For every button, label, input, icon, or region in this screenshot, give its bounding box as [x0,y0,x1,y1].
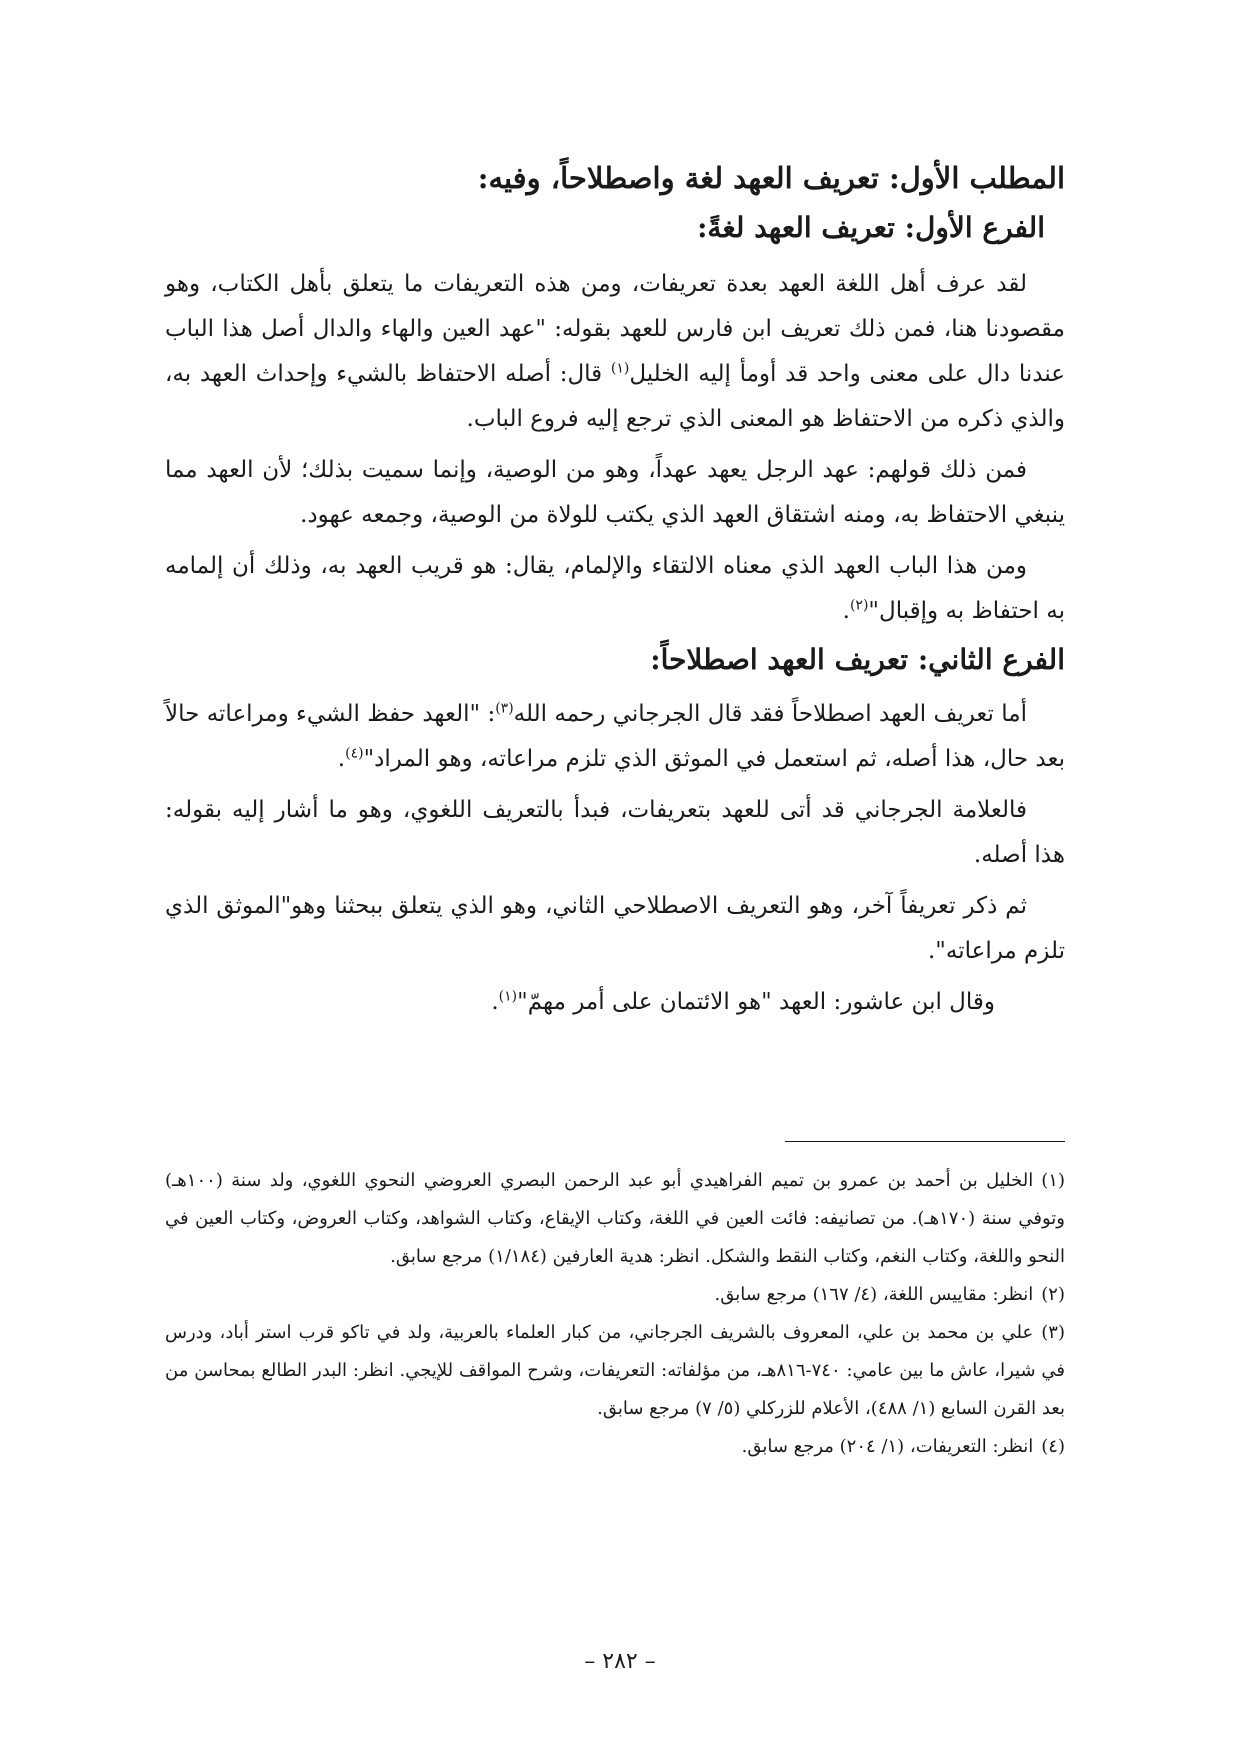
footnote [165,1276,1065,1314]
footnote-ref[interactable]: (٢) [849,597,869,614]
footnote-number: (٣) [1041,1322,1065,1343]
paragraph: فمن ذلك قولهم: عهد الرجل يعهد عهداً، وهو من الوصية، وإنما سميت بذلك؛ لأن العهد مما ينبغي الاحتفاظ به، ومنه اشتقاق العهد الذي يكتب للولاة من الوصية، وجمعه عهود. [165,457,1065,528]
footnote-number: (١) [1041,1170,1065,1191]
paragraph: لقد عرف أهل اللغة العهد بعدة تعريفات، ومن هذه التعريفات ما يتعلق بأهل الكتاب، وهو مقصودنا هنا، فمن ذلك تعريف ابن فارس للعهد بقوله: "عهد العين والهاء والدال أصل هذا الباب عندنا دال على معنى واحد قد أومأ إليه الخليل$^{(١)}$ قال: أصله الاحتفاظ بالشيء وإحداث العهد به، والذي ذكره من الاحتفاظ هو المعنى الذي ترجع إليه فروع الباب. [165,271,1065,432]
main-text [165,120,1065,1031]
paragraph: ثم ذكر تعريفاً آخر، وهو التعريف الاصطلاحي الثاني، وهو الذي يتعلق ببحثنا وهو"الموثق الذي تلزم مراعاته". [165,893,1065,964]
section-heading: المطلب الأول: تعريف العهد لغة واصطلاحاً، وفيه: [477,161,1065,195]
footnote-text: الخليل بن أحمد بن عمرو بن تميم الفراهيدي أبو عبد الرحمن البصري العروضي النحوي اللغوي، ولد سنة (١٠٠هـ) وتوفي سنة (١٧٠هـ). من تصانيفه: فائت العين في اللغة، وكتاب الإيقاع، وكتاب الشواهد، وكتاب العروض، وكتاب العين في النحو واللغة، وكتاب النغم، وكتاب النقط والشكل. انظر: هدية العارفين (١/١٨٤) مرجع سابق. [165,1170,1065,1267]
footnote-ref[interactable]: (١) [610,360,630,377]
footnotes [165,1162,1065,1466]
footnote [165,1314,1065,1428]
footnote-text: انظر: التعريفات، (١/ ٢٠٤) مرجع سابق. [741,1436,1034,1457]
paragraph: فالعلامة الجرجاني قد أتى للعهد بتعريفات، فبدأ بالتعريف اللغوي، وهو ما أشار إليه بقوله: هذا أصله. [165,797,1065,868]
footnote-text: علي بن محمد بن علي، المعروف بالشريف الجرجاني، من كبار العلماء بالعربية، ولد في تاكو قرب استر أباد، ودرس في شيرا، عاش ما بين عامي: ٧٤٠-٨١٦هـ، من مؤلفاته: التعريفات، وشرح المواقف للإيجي. انظر: البدر الطالع بمحاسن من بعد القرن السابع (١/ ٤٨٨)، الأعلام للزركلي (٥/ ٧) مرجع سابق. [165,1322,1066,1419]
page-number: – ٢٨٢ – [584,1649,656,1674]
paragraph: وقال ابن عاشور: العهد "هو الائتمان على أمر مهمّ"$^{(١)}$. [491,988,995,1015]
footnote-number: (٢) [1041,1284,1065,1305]
subsection-heading-terminological: الفرع الثاني: تعريف العهد اصطلاحاً: [650,643,1065,676]
footnote-number: (٤) [1041,1436,1065,1457]
footnote [165,1428,1065,1466]
footnote-ref[interactable]: (١) [498,988,518,1005]
paragraph: ومن هذا الباب العهد الذي معناه الالتقاء والإلمام، يقال: هو قريب العهد به، وذلك أن إلمامه به احتفاظ به وإقبال"$^{(٢)}$. [165,553,1065,624]
footnote [165,1162,1065,1276]
footnote-separator [785,1141,1065,1142]
footnote-ref[interactable]: (٣) [495,700,514,717]
paragraph: أما تعريف العهد اصطلاحاً فقد قال الجرجاني رحمه الله$^{(٣)}$: "العهد حفظ الشيء ومراعاته حالاً بعد حال، هذا أصله، ثم استعمل في الموثق الذي تلزم مراعاته، وهو المراد"$^{(٤)}$. [165,700,1065,772]
subsection-heading-linguistic: الفرع الأول: تعريف العهد لغةً: [697,211,1045,244]
footnote-ref[interactable]: (٤) [345,745,364,762]
footnote-text: انظر: مقاييس اللغة، (٤/ ١٦٧) مرجع سابق. [714,1284,1034,1305]
